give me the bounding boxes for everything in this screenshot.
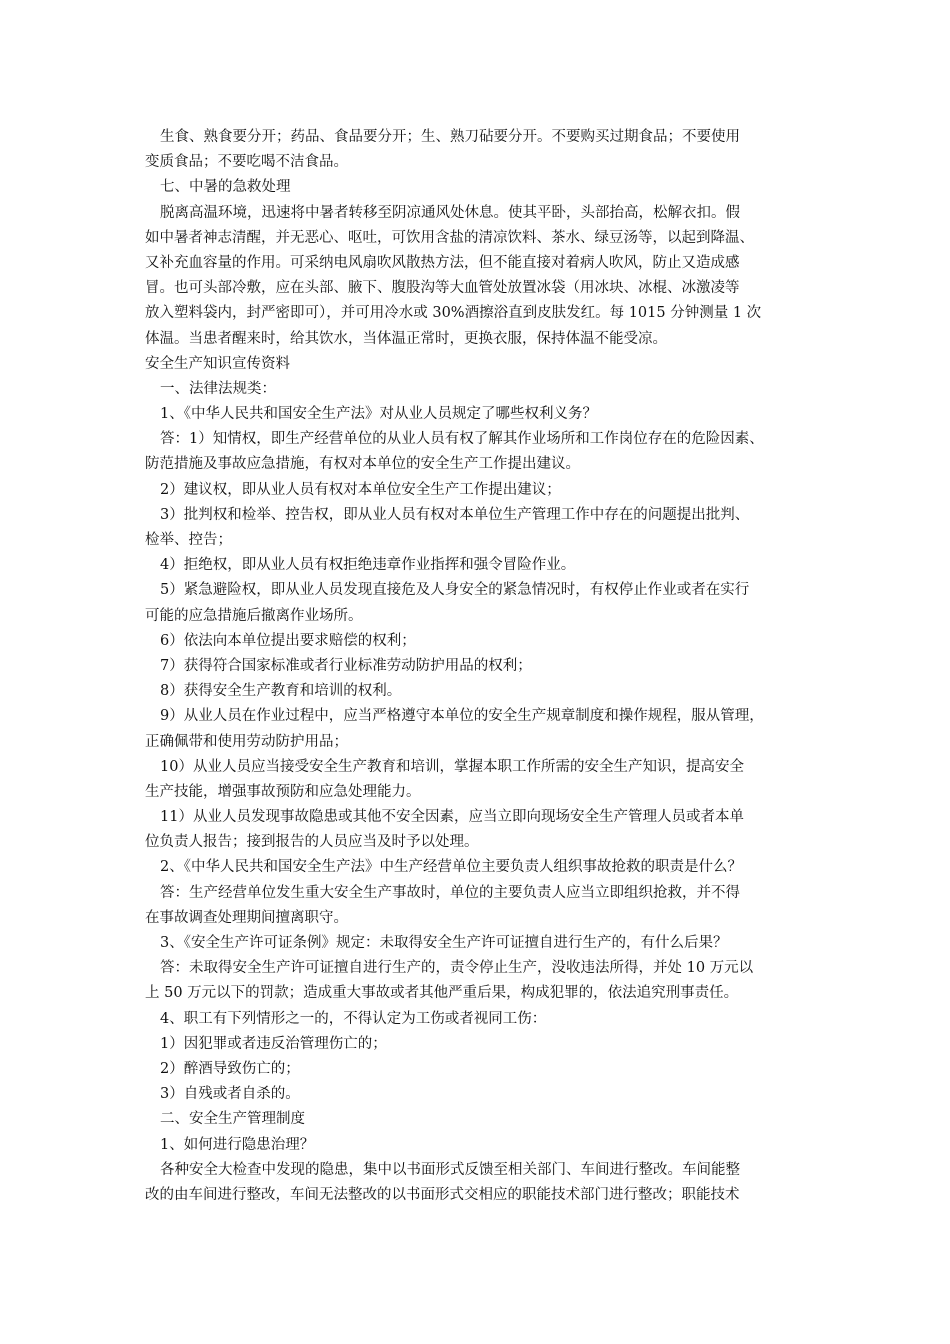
- text-line: 各种安全大检查中发现的隐患，集中以书面形式反馈至相关部门、车间进行整改。车间能整: [160, 1161, 740, 1178]
- section-heading: 七、中暑的急救处理: [160, 179, 291, 196]
- section-heading: 二、安全生产管理制度: [160, 1111, 305, 1128]
- text-line: 10）从业人员应当接受安全生产教育和培训，掌握本职工作所需的安全生产知识，提高安全: [160, 758, 744, 775]
- text-line: 冒。也可头部冷敷，应在头部、腋下、腹股沟等大血管处放置冰袋（用冰块、冰棍、冰激凌等: [145, 280, 740, 297]
- text-line: 3）批判权和检举、控告权，即从业人员有权对本单位生产管理工作中存在的问题提出批判、: [160, 506, 750, 523]
- text-line: 2）醉酒导致伤亡的；: [160, 1060, 300, 1077]
- text-line: 3）自残或者自杀的。: [160, 1086, 300, 1103]
- text-line: 放入塑料袋内，封严密即可），并可用冷水或 30%酒擦浴直到皮肤发红。每 1015 分钟测量 1 次: [145, 305, 762, 322]
- text-line: 又补充血容量的作用。可采纳电风扇吹风散热方法，但不能直接对着病人吹风，防止又造成感: [145, 254, 740, 271]
- section-heading: 一、法律法规类：: [160, 380, 276, 397]
- text-line: 7）获得符合国家标准或者行业标准劳动防护用品的权利；: [160, 657, 532, 674]
- text-line: 11）从业人员发现事故隐患或其他不安全因素，应当立即向现场安全生产管理人员或者本单: [160, 809, 744, 826]
- question-line: 1、《中华人民共和国安全生产法》对从业人员规定了哪些权利义务？: [160, 406, 597, 423]
- question-line: 2、《中华人民共和国安全生产法》中生产经营单位主要负责人组织事故抢救的职责是什么？: [160, 859, 742, 876]
- text-line: 4）拒绝权，即从业人员有权拒绝违章作业指挥和强令冒险作业。: [160, 557, 576, 574]
- text-line: 检举、控告；: [145, 532, 232, 548]
- text-line: 如中暑者神志清醒，并无恶心、呕吐，可饮用含盐的清凉饮料、茶水、绿豆汤等，以起到降温、: [145, 229, 754, 246]
- text-line: 改的由车间进行整改，车间无法整改的以书面形式交相应的职能技术部门进行整改；职能技术: [145, 1186, 740, 1203]
- text-line: 脱离高温环境，迅速将中暑者转移至阴凉通风处休息。使其平卧，头部抬高，松解衣扣。假: [160, 204, 740, 221]
- text-line: 位负责人报告；接到报告的人员应当及时予以处理。: [145, 834, 479, 851]
- text-line: 上 50 万元以下的罚款；造成重大事故或者其他严重后果，构成犯罪的，依法追究刑事责任。: [145, 985, 739, 1002]
- text-line: 在事故调查处理期间擅离职守。: [145, 909, 348, 926]
- document-body: [145, 125, 825, 1208]
- question-line: 4、职工有下列情形之一的，不得认定为工伤或者视同工伤：: [160, 1010, 547, 1027]
- text-line: 5）紧急避险权，即从业人员发现直接危及人身安全的紧急情况时，有权停止作业或者在实行: [160, 582, 750, 599]
- text-line: 2）建议权，即从业人员有权对本单位安全生产工作提出建议；: [160, 481, 561, 498]
- text-line: 防范措施及事故应急措施，有权对本单位的安全生产工作提出建议。: [145, 456, 580, 473]
- question-line: 1、如何进行隐患治理？: [160, 1136, 315, 1153]
- document-title: 安全生产知识宣传资料: [145, 355, 290, 372]
- text-line: 9）从业人员在作业过程中，应当严格遵守本单位的安全生产规章制度和操作规程，服从管理，: [160, 708, 764, 725]
- text-line: 生食、熟食要分开；药品、食品要分开；生、熟刀砧要分开。不要购买过期食品；不要使用: [160, 129, 740, 145]
- text-line: 6）依法向本单位提出要求赔偿的权利；: [160, 632, 416, 649]
- text-line: 答：生产经营单位发生重大安全生产事故时，单位的主要负责人应当立即组织抢救，并不得: [160, 884, 740, 901]
- text-line: 变质食品；不要吃喝不洁食品。: [145, 154, 348, 171]
- text-line: 正确佩带和使用劳动防护用品；: [145, 733, 348, 750]
- question-line: 3、《安全生产许可证条例》规定：未取得安全生产许可证擅自进行生产的，有什么后果？: [160, 935, 728, 951]
- text-line: 答：未取得安全生产许可证擅自进行生产的，责令停止生产，没收违法所得，并处 10 万元以: [160, 960, 754, 977]
- text-line: 生产技能，增强事故预防和应急处理能力。: [145, 783, 421, 800]
- text-line: 1）因犯罪或者违反治管理伤亡的；: [160, 1035, 387, 1052]
- text-line: 体温。当患者醒来时，给其饮水，当体温正常时，更换衣服，保持体温不能受凉。: [145, 330, 667, 347]
- text-line: 可能的应急措施后撤离作业场所。: [145, 607, 363, 624]
- text-line: 答：1）知情权，即生产经营单位的从业人员有权了解其作业场所和工作岗位存在的危险因素、: [160, 431, 764, 448]
- text-line: 8）获得安全生产教育和培训的权利。: [160, 683, 402, 700]
